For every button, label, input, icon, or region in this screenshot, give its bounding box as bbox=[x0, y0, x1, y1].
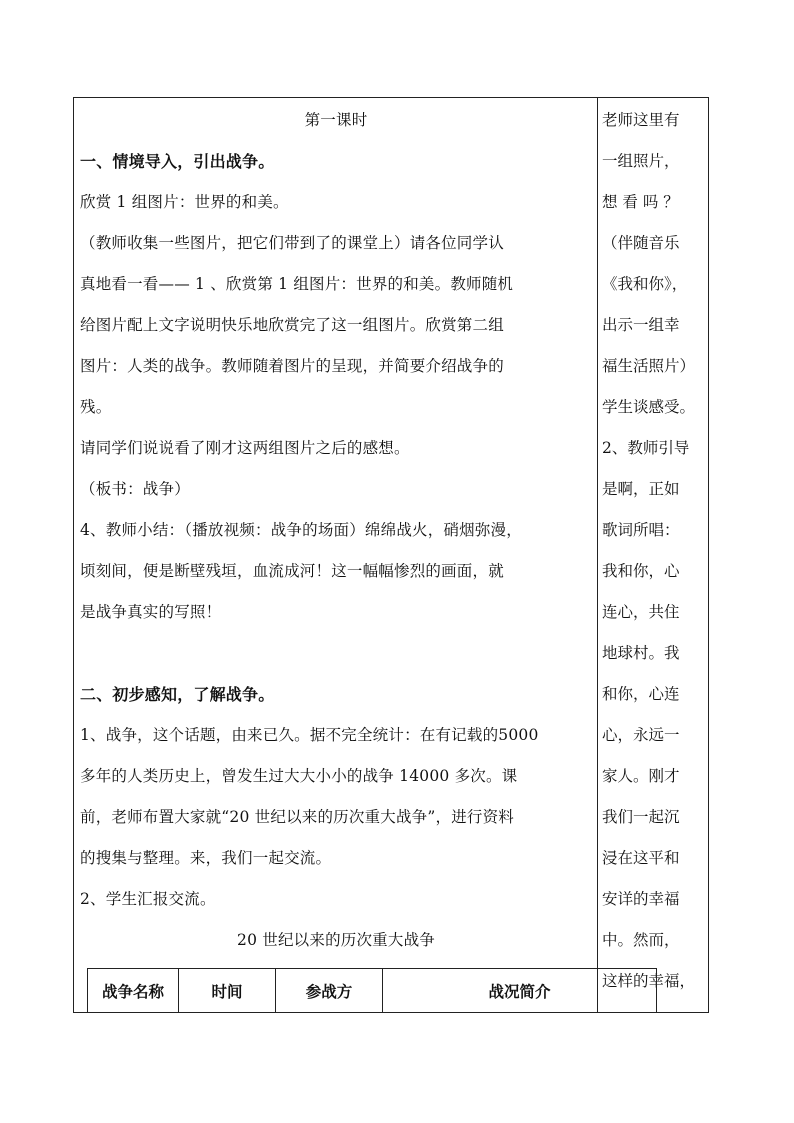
header-time: 时间 bbox=[179, 969, 276, 1013]
side-line: 心，永远一 bbox=[602, 726, 680, 744]
side-line: （伴随音乐 bbox=[602, 234, 680, 252]
paragraph-line: 真地看一看—— 1 、欣赏第 1 组图片：世界的和美。教师随机 bbox=[80, 275, 514, 293]
header-summary: 战况简介 bbox=[383, 969, 657, 1013]
paragraph-line: 欣赏 1 组图片：世界的和美。 bbox=[80, 193, 289, 211]
paragraph-line: 多年的人类历史上，曾发生过大大小小的战争 14000 多次。课 bbox=[80, 767, 518, 785]
section2-heading: 二、初步感知，了解战争。 bbox=[80, 685, 275, 704]
header-participants: 参战方 bbox=[276, 969, 383, 1013]
main-column bbox=[80, 100, 592, 961]
side-line: 这样的幸福， bbox=[602, 972, 696, 990]
lesson-title: 第一课时 bbox=[304, 111, 368, 129]
side-line: 歌词所唱： bbox=[602, 521, 680, 539]
table-caption: 20 世纪以来的历次重大战争 bbox=[237, 931, 435, 949]
paragraph-line: （板书：战争） bbox=[80, 480, 190, 498]
side-line: 中。然而， bbox=[602, 931, 680, 949]
side-line: 浸在这平和 bbox=[602, 849, 680, 867]
side-line: 是啊，正如 bbox=[602, 480, 680, 498]
side-line: 我们一起沉 bbox=[602, 808, 680, 826]
paragraph-line: 图片：人类的战争。教师随着图片的呈现，并简要介绍战争的 bbox=[80, 357, 504, 375]
side-line: 一组照片， bbox=[602, 152, 680, 170]
side-line: 老师这里有 bbox=[602, 111, 680, 129]
paragraph-line: 的搜集与整理。来，我们一起交流。 bbox=[80, 849, 332, 867]
side-line: 连心，共住 bbox=[602, 603, 680, 621]
side-column bbox=[602, 100, 706, 1002]
paragraph-line: 2、学生汇报交流。 bbox=[80, 890, 216, 908]
side-line: 2、教师引导 bbox=[602, 439, 690, 457]
wars-table bbox=[87, 968, 657, 1013]
blank-line bbox=[80, 633, 592, 674]
table-header-row bbox=[88, 969, 657, 1013]
section1-heading: 一、情境导入，引出战争。 bbox=[80, 152, 275, 171]
side-line: 学生谈感受。 bbox=[602, 398, 696, 416]
paragraph-line: 请同学们说说看了刚才这两组图片之后的感想。 bbox=[80, 439, 410, 457]
side-line: 《我和你》， bbox=[602, 275, 688, 293]
paragraph-line: 给图片配上文字说明快乐地欣赏完了这一组图片。欣赏第二组 bbox=[80, 316, 504, 334]
side-line: 我和你，心 bbox=[602, 562, 680, 580]
paragraph-line: 1、战争，这个话题，由来已久。据不完全统计：在有记载的5000 bbox=[80, 726, 539, 744]
side-line: 地球村。我 bbox=[602, 644, 680, 662]
side-line: 安详的幸福 bbox=[602, 890, 680, 908]
side-line: 和你，心连 bbox=[602, 685, 680, 703]
paragraph-line: 残。 bbox=[80, 398, 112, 416]
paragraph-line: 前，老师布置大家就“20 世纪以来的历次重大战争”，进行资料 bbox=[80, 808, 515, 826]
paragraph-line: 顷刻间，便是断壁残垣，血流成河！这一幅幅惨烈的画面，就 bbox=[80, 562, 504, 580]
side-line: 出示一组幸 bbox=[602, 316, 680, 334]
paragraph-line: （教师收集一些图片，把它们带到了的课堂上）请各位同学认 bbox=[80, 234, 504, 252]
side-line: 福生活照片） bbox=[602, 357, 696, 375]
column-divider bbox=[597, 97, 598, 1013]
side-line: 想 看 吗 ？ bbox=[602, 193, 679, 211]
paragraph-line: 是战争真实的写照！ bbox=[80, 603, 222, 621]
side-line: 家人。刚才 bbox=[602, 767, 680, 785]
paragraph-line: 4、教师小结：（播放视频：战争的场面）绵绵战火，硝烟弥漫， bbox=[80, 521, 522, 539]
header-war-name: 战争名称 bbox=[88, 969, 179, 1013]
